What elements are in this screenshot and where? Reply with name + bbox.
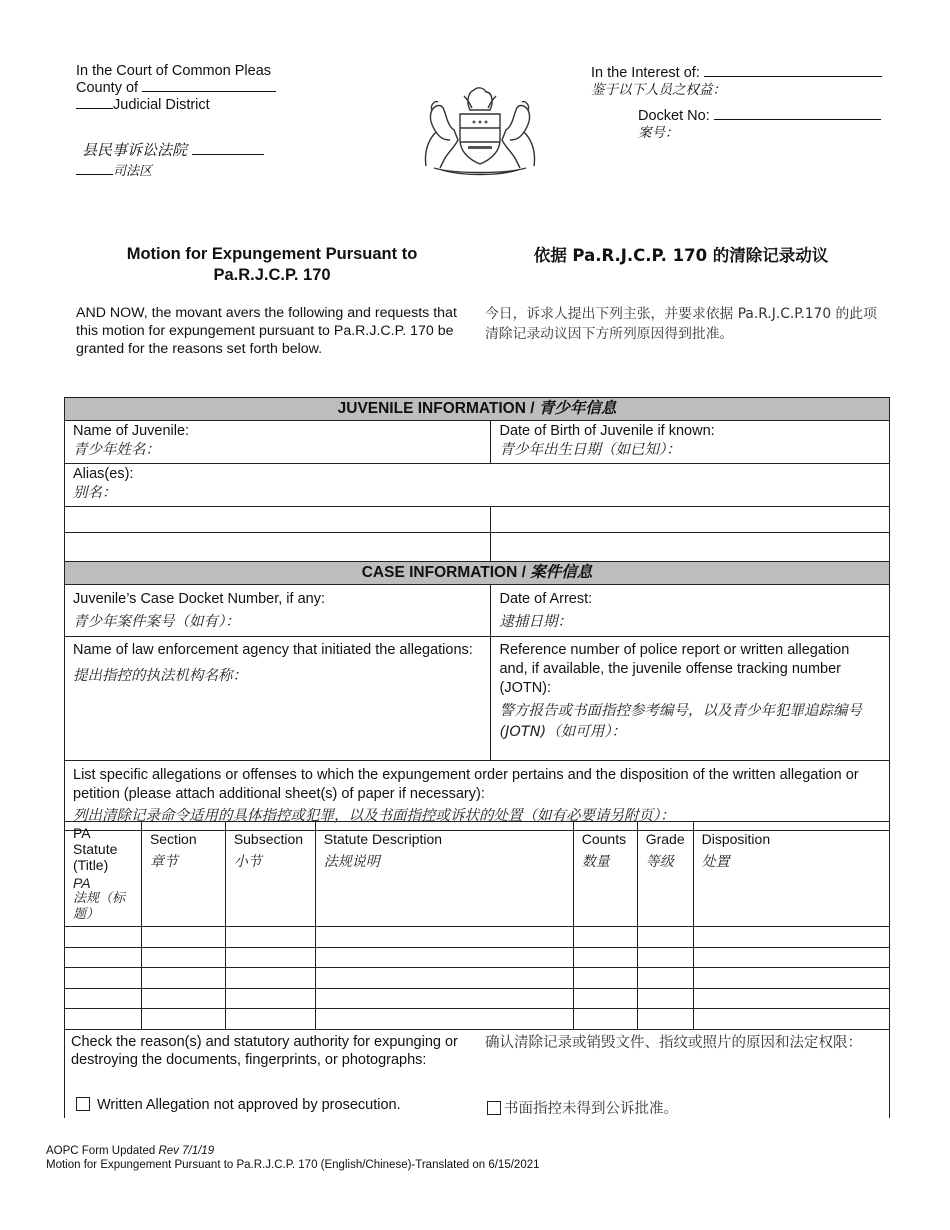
pennsylvania-seal-icon (414, 82, 546, 176)
court-header-zh: 县民事诉讼法院 (82, 139, 264, 160)
table-row (65, 927, 890, 948)
table-cell[interactable] (315, 947, 573, 968)
reasons-label: Check the reason(s) and statutory authority for expunging or destroying the documents, fingerprints, or photographs: (71, 1034, 458, 1068)
agency-field[interactable]: Name of law enforcement agency that initiated the allegations: 提出指控的执法机构名称： (65, 637, 491, 761)
reference-number-field[interactable]: Reference number of police report or written allegation and, if available, the juvenile offense tracking number (JOTN): 警方报告或书面指控参考编号，以及青少年犯罪追踪编号 (JOTN)（如可用）： (491, 637, 890, 761)
col-section: Section 章节 (141, 822, 225, 927)
table-cell[interactable] (693, 1009, 889, 1030)
case-docket-field[interactable]: Juvenile’s Case Docket Number, if any: 青少年案件案号（如有）： (65, 585, 491, 637)
statute-table (64, 821, 890, 1030)
arrest-date-field[interactable]: Date of Arrest: 逮捕日期： (491, 585, 890, 637)
table-cell[interactable] (637, 947, 693, 968)
table-cell[interactable] (693, 988, 889, 1009)
page-title: Motion for Expungement Pursuant to Pa.R.J.C.P. 170 (126, 245, 418, 284)
col-counts: Counts 数量 (573, 822, 637, 927)
table-row (65, 1009, 890, 1030)
table-cell[interactable] (141, 968, 225, 989)
not-approved-checkbox-zh[interactable] (487, 1101, 501, 1115)
form-version: AOPC Form Updated Rev 7/1/19 (46, 1145, 215, 1157)
col-statute-description: Statute Description 法规说明 (315, 822, 573, 927)
table-cell[interactable] (65, 988, 142, 1009)
table-cell[interactable] (65, 927, 142, 948)
case-info-header: CASE INFORMATION / 案件信息 (65, 562, 890, 585)
alias-blank-cell[interactable] (65, 507, 491, 533)
reasons-section (64, 1028, 890, 1118)
table-cell[interactable] (225, 1009, 315, 1030)
table-cell[interactable] (693, 927, 889, 948)
table-cell[interactable] (225, 968, 315, 989)
intro-text-zh: 今日，诉求人提出下列主张，并要求依据 Pa.R.J.C.P.170 的此项清除记录动议因下方所列原因得到批准。 (485, 306, 877, 342)
allegations-list-instructions: List specific allegations or offenses to which the expungement order pertains and the disposition of the written allegation or petition (please attach additional sheet(s) of paper if necessary): 列出清除记录命令适用的具体指控或犯罪，以及书面指控或诉状的处置（如有必要请另附页）： (65, 761, 890, 831)
alias-blank-cell[interactable] (65, 533, 491, 562)
juvenile-name-field[interactable]: Name of Juvenile: 青少年姓名： (65, 421, 491, 464)
table-cell[interactable] (637, 1009, 693, 1030)
table-row (65, 947, 890, 968)
docket-label-zh: 案号： (638, 125, 679, 141)
table-cell[interactable] (141, 927, 225, 948)
county-field-zh[interactable] (192, 143, 264, 155)
interest-header (591, 65, 891, 99)
district-field[interactable] (76, 97, 113, 109)
interest-label-zh: 鉴于以下人员之权益： (591, 82, 726, 98)
table-cell[interactable] (573, 1009, 637, 1030)
form-translation-note: Motion for Expungement Pursuant to Pa.R.J.C.P. 170 (English/Chinese)-Translated on 6/15/2021 (46, 1159, 540, 1171)
county-line: County of (76, 80, 296, 97)
juvenile-dob-field[interactable]: Date of Birth of Juvenile if known: 青少年出生日期（如已知）： (491, 421, 890, 464)
table-cell[interactable] (315, 988, 573, 1009)
table-row (65, 988, 890, 1009)
table-cell[interactable] (141, 1009, 225, 1030)
docket-header (638, 108, 898, 142)
reasons-label-zh: 确认清除记录或销毁文件、指纹或照片的原因和法定权限： (485, 1035, 862, 1051)
page-title-zh: 依据 Pa.R.J.C.P. 170 的清除记录动议 (533, 246, 829, 265)
alias-blank-cell[interactable] (491, 533, 890, 562)
table-cell[interactable] (225, 927, 315, 948)
docket-line: Docket No: (638, 108, 898, 125)
district-line: Judicial District (76, 97, 296, 114)
district-line-zh: 司法区 (76, 160, 152, 179)
intro-text: AND NOW, the movant avers the following and requests that this motion for expungement pursuant to Pa.R.J.C.P. 170 be granted for the reasons set forth below. (76, 305, 457, 357)
table-cell[interactable] (65, 968, 142, 989)
table-cell[interactable] (141, 947, 225, 968)
form-footer (46, 1144, 540, 1172)
table-cell[interactable] (693, 947, 889, 968)
option-not-approved[interactable]: Written Allegation not approved by prosecution. (76, 1097, 401, 1113)
col-subsection: Subsection 小节 (225, 822, 315, 927)
court-header (76, 63, 296, 114)
table-cell[interactable] (573, 988, 637, 1009)
table-cell[interactable] (65, 1009, 142, 1030)
table-cell[interactable] (315, 968, 573, 989)
table-cell[interactable] (573, 947, 637, 968)
county-field[interactable] (142, 80, 276, 92)
not-approved-checkbox[interactable] (76, 1097, 90, 1111)
table-cell[interactable] (65, 947, 142, 968)
col-grade: Grade 等级 (637, 822, 693, 927)
table-cell[interactable] (637, 988, 693, 1009)
table-row (65, 968, 890, 989)
alias-blank-cell[interactable] (491, 507, 890, 533)
table-cell[interactable] (225, 988, 315, 1009)
table-cell[interactable] (225, 947, 315, 968)
statute-header-row (65, 822, 890, 927)
table-cell[interactable] (573, 968, 637, 989)
interest-line: In the Interest of: (591, 65, 891, 82)
district-field-zh[interactable] (76, 163, 113, 175)
table-cell[interactable] (637, 968, 693, 989)
table-cell[interactable] (141, 988, 225, 1009)
alias-field[interactable]: Alias(es): 别名： (65, 464, 890, 507)
table-cell[interactable] (693, 968, 889, 989)
table-cell[interactable] (315, 927, 573, 948)
col-pa-statute: PA Statute (Title) PA 法规（标题） (65, 822, 142, 927)
option-not-approved-zh[interactable]: 书面指控未得到公诉批准。 (487, 1097, 678, 1118)
juvenile-info-header: JUVENILE INFORMATION / 青少年信息 (65, 398, 890, 421)
table-cell[interactable] (315, 1009, 573, 1030)
table-cell[interactable] (637, 927, 693, 948)
col-disposition: Disposition 处置 (693, 822, 889, 927)
docket-field[interactable] (714, 108, 881, 120)
interest-field[interactable] (704, 65, 882, 77)
juvenile-case-table (64, 397, 890, 831)
table-cell[interactable] (573, 927, 637, 948)
court-name: In the Court of Common Pleas (76, 63, 272, 79)
